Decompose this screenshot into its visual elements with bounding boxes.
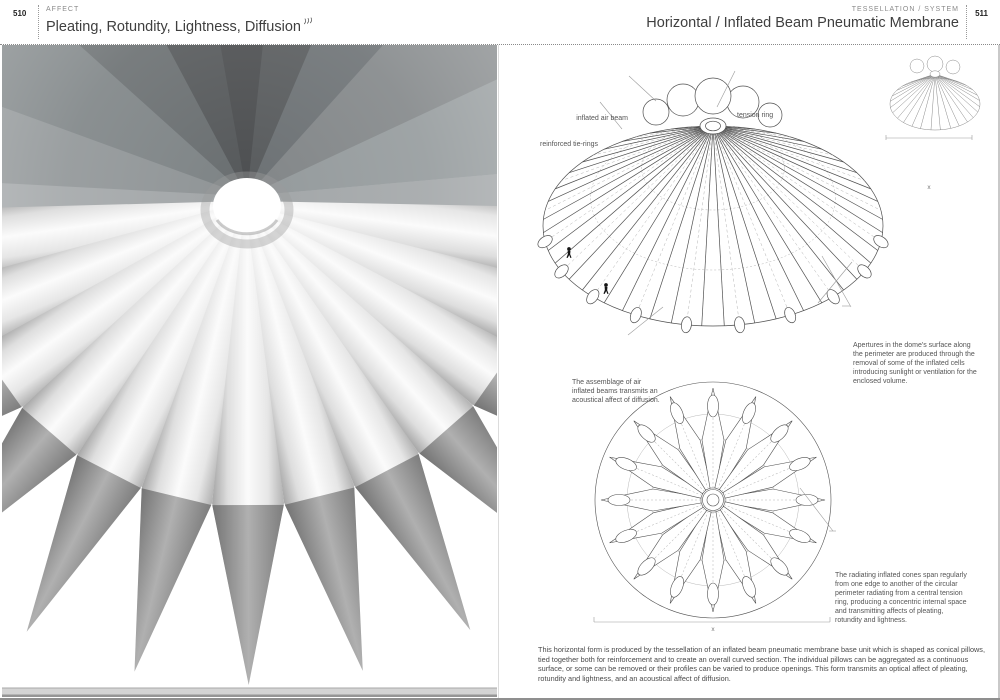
right-page-number: 511 xyxy=(975,9,988,18)
header-divider-right xyxy=(966,5,967,39)
description-paragraph: This horizontal form is produced by the tessellation of an inflated beam pneumatic membrane base unit which is shaped as conical pillows, tied together both for reinforcement and to create an overall curved section. The individual pillows can be aggregated as a continuous surface, or some can be removed or their profiles can be varied to produce openings. This form transmits an optical affect of pleating, rotundity and lightness, and an acoustical affect of diffusion. xyxy=(538,645,985,683)
left-title xyxy=(46,15,313,35)
label-inflated-air-beam: inflated air beam xyxy=(576,115,628,122)
label-tension-ring: tension ring xyxy=(737,112,774,119)
axo-dimension-label: x xyxy=(927,184,931,191)
right-header-block xyxy=(646,6,959,31)
right-page xyxy=(500,0,1000,700)
note-assemblage: The assemblage of air inflated beams transmits an acoustical affect of diffusion. xyxy=(572,379,660,404)
acoustic-affect-icon xyxy=(303,15,313,25)
page-header xyxy=(0,0,1000,45)
right-title: Horizontal / Inflated Beam Pneumatic Membrane xyxy=(646,15,959,31)
pleated-membrane-photo xyxy=(2,44,497,697)
left-category: AFFECT xyxy=(46,6,80,13)
left-title-text: Pleating, Rotundity, Lightness, Diffusion xyxy=(46,19,301,35)
plan-dimension-label: x xyxy=(711,626,715,633)
label-reinforced-tie-rings: reinforced tie-rings xyxy=(540,141,598,148)
right-category: TESSELLATION / SYSTEM xyxy=(851,6,959,13)
left-page-number: 510 xyxy=(13,9,27,18)
page-gutter xyxy=(498,44,499,700)
note-radiating: The radiating inflated cones span regularly from one edge to another of the circular perimeter radiating from a central tension ring, producing a concentric internal space and transmitting affects of pleating, rotundity and lightness. xyxy=(835,572,967,624)
note-apertures: Apertures in the dome's surface along the perimeter are produced through the removal of some of the inflated cells introducing sunlight or ventilation for the enclosed volume. xyxy=(853,342,977,385)
left-header-block xyxy=(46,6,313,35)
header-divider-left xyxy=(38,5,39,39)
